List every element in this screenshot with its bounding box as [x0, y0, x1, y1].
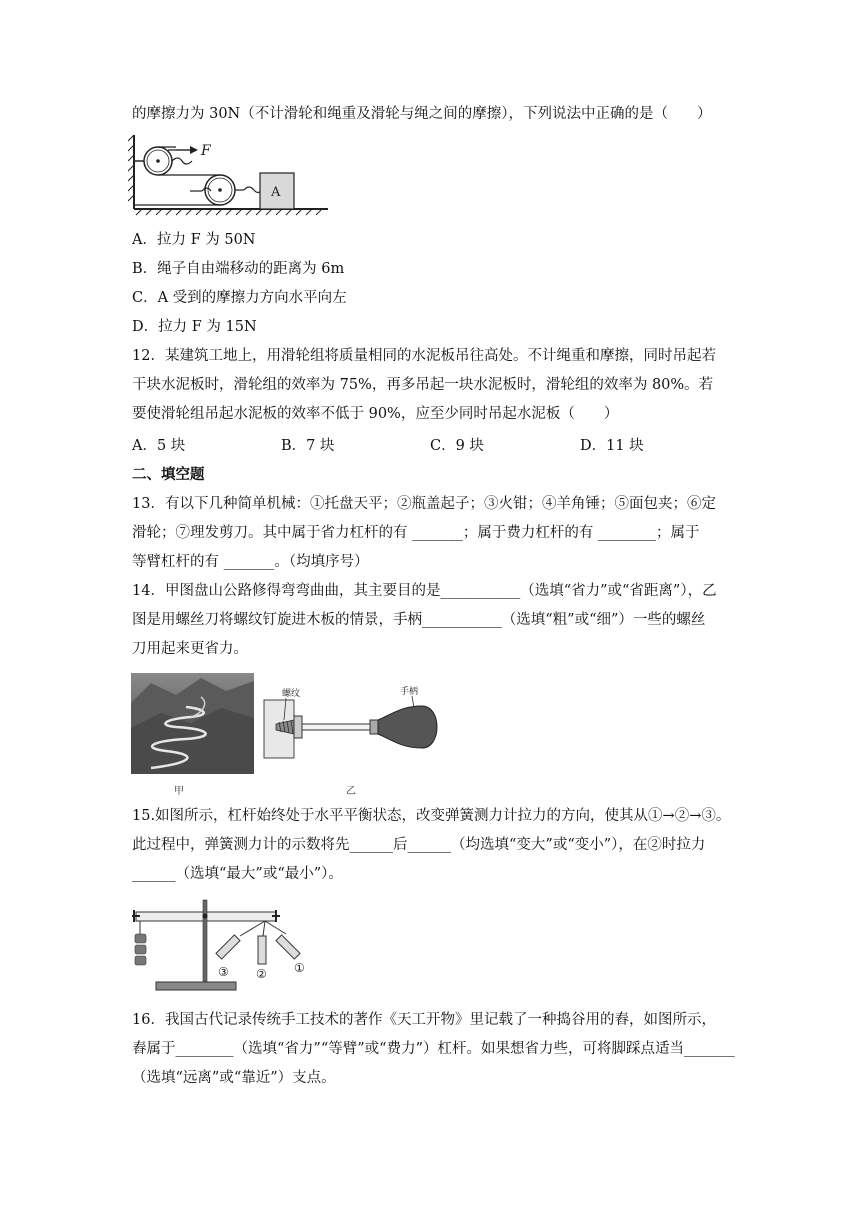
q15-line-3: ______（选填“最大”或“最小”）。 [132, 866, 343, 882]
q12-line-1: 12．某建筑工地上，用滑轮组将质量相同的水泥板吊往高处。不计绳重和摩擦，同时吊起若 [132, 348, 716, 364]
q12-option-b: B．7 块 [281, 438, 335, 454]
mountain-road-photo [131, 673, 254, 774]
q12-option-a: A．5 块 [132, 438, 186, 454]
q11-option-d: D．拉力 F 为 15N [132, 319, 257, 335]
q12-option-d: D．11 块 [580, 438, 644, 454]
q14-line-1: 14．甲图盘山公路修得弯弯曲曲，其主要目的是___________（选填“省力”或“省距离”），乙 [132, 583, 717, 599]
q13-line-3: 等臂杠杆的有 _______。（均填序号） [132, 554, 369, 570]
figure-caption-right: 乙 [346, 786, 356, 797]
marker-3: ③ [218, 965, 229, 979]
q16-line-2: 舂属于________（选填“省力”“等臂”或“费力”）杠杆。如果想省力些，可将脚踩点适当_______ [132, 1041, 735, 1057]
pulley-figure [128, 133, 334, 219]
thread-label: 螺纹 [282, 689, 301, 699]
q11-option-a: A．拉力 F 为 50N [132, 232, 256, 248]
q14-line-2: 图是用螺丝刀将螺纹钉旋进木板的情景，手柄___________（选填“粗”或“细”）一些的螺丝 [132, 612, 706, 628]
marker-2: ② [256, 967, 267, 981]
lever-figure [128, 896, 328, 996]
screwdriver-figure [262, 684, 472, 764]
q14-line-3: 刀用起来更省力。 [132, 641, 248, 657]
q15-line-1: 15.如图所示，杠杆始终处于水平平衡状态，改变弹簧测力计拉力的方向，使其从①→②→③。 [132, 808, 731, 824]
q11-stem-tail: 的摩擦力为 30N（不计滑轮和绳重及滑轮与绳之间的摩擦），下列说法中正确的是（ ） [132, 106, 712, 122]
q12-option-c: C．9 块 [430, 438, 484, 454]
q15-line-2: 此过程中，弹簧测力计的示数将先______后______（均选填“变大”或“变小”），在②时拉力 [132, 837, 706, 853]
q13-line-2: 滑轮；⑦理发剪刀。其中属于省力杠杆的有 _______；属于费力杠杆的有 ________；属于 [132, 525, 700, 541]
q16-line-3: （选填“远离”或“靠近”）支点。 [132, 1070, 336, 1086]
q11-option-c: C．A 受到的摩擦力方向水平向左 [132, 290, 347, 306]
q12-line-3: 要使滑轮组吊起水泥板的效率不低于 90%，应至少同时吊起水泥板（ ） [132, 406, 619, 422]
block-label: A [271, 185, 281, 200]
q13-line-1: 13．有以下几种简单机械：①托盘天平；②瓶盖起子；③火钳；④羊角锤；⑤面包夹；⑥定 [132, 496, 716, 512]
force-label: F [201, 143, 211, 159]
q11-option-b: B．绳子自由端移动的距离为 6m [132, 261, 345, 277]
q12-line-2: 干块水泥板时，滑轮组的效率为 75%，再多吊起一块水泥板时，滑轮组的效率为 80%。若 [132, 377, 714, 393]
section-title: 二、填空题 [132, 467, 205, 483]
handle-label: 手柄 [400, 687, 419, 697]
q16-line-1: 16．我国古代记录传统手工技术的著作《天工开物》里记载了一种捣谷用的舂，如图所示， [132, 1012, 716, 1028]
figure-caption-left: 甲 [174, 786, 184, 797]
marker-1: ① [294, 961, 305, 975]
